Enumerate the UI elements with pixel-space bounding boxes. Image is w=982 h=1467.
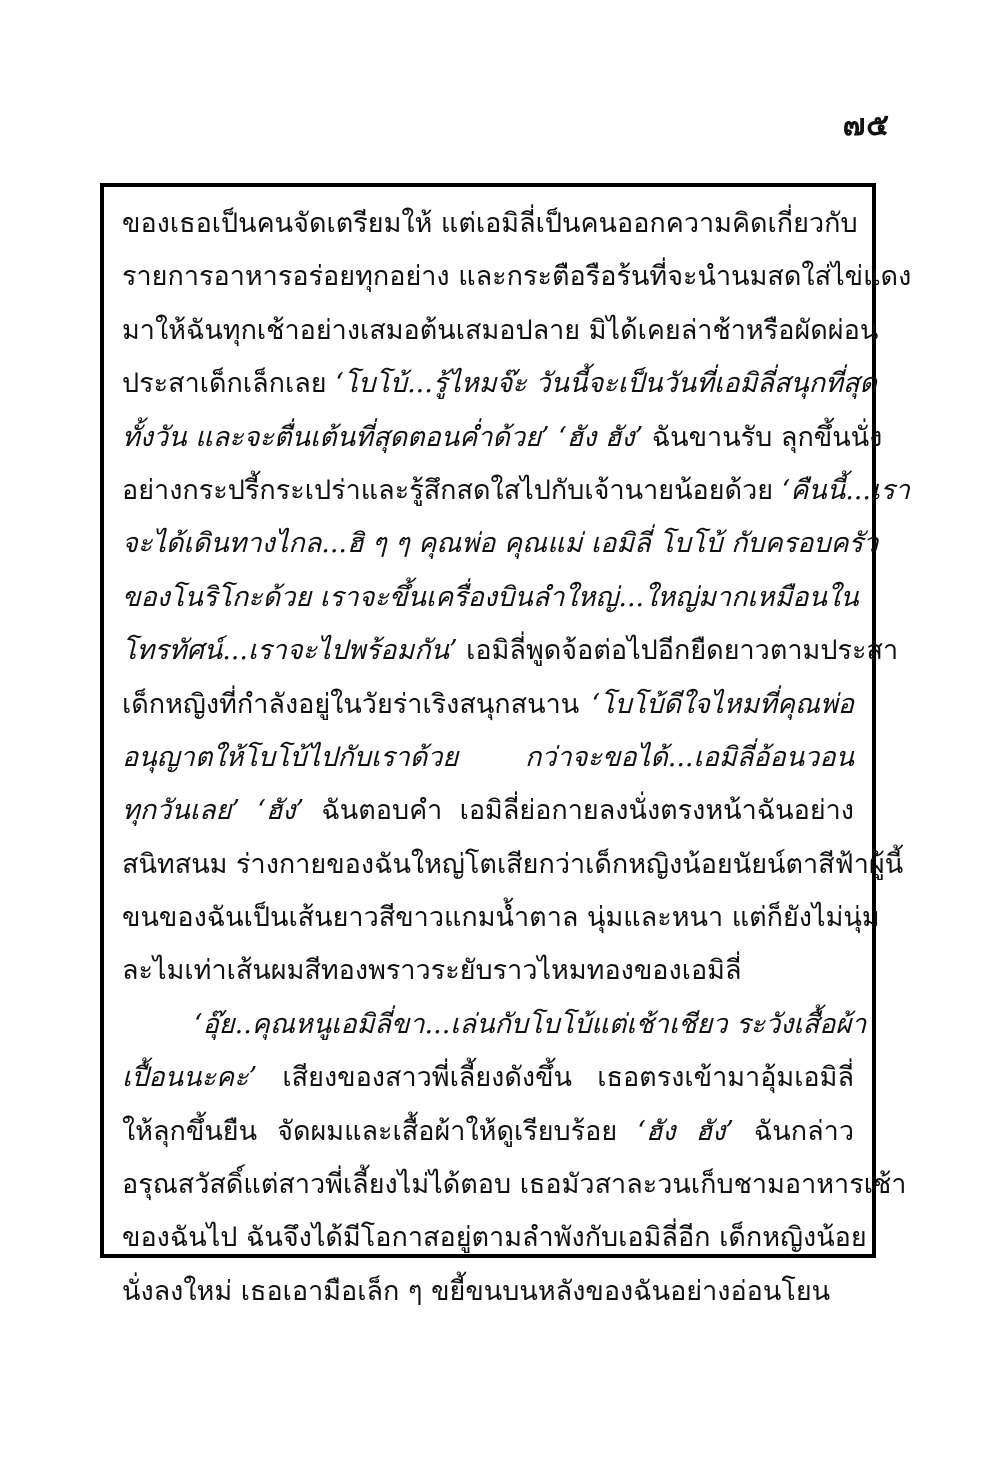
- text-line: [122, 998, 867, 1051]
- dialogue-italic-segment: ‘โบโบ้...รู้ไหมจ๊ะ วันนี้จะเป็นวันที่เอมิลี่สนุกที่สุด: [335, 368, 877, 400]
- narration-segment: ขนของฉันเป็นเส้นยาวสีขาวแกมน้ำตาล นุ่มและหนา แต่ก็ยังไม่นุ่ม: [122, 902, 880, 934]
- narration-segment: เสียงของสาวพี่เลี้ยงดังขึ้น เธอตรงเข้ามาอุ้มเอมิลี่: [257, 1062, 854, 1094]
- dialogue-italic-segment: โทรทัศน์...เราจะไปพร้อมกัน’: [122, 635, 458, 667]
- text-line: [122, 838, 904, 891]
- page-number: ๗๕: [842, 108, 890, 143]
- text-line: [122, 1265, 854, 1318]
- narration-segment: ของเธอเป็นคนจัดเตรียมให้ แต่เอมิลี่เป็นคนออกความคิดเกี่ยวกับ: [122, 208, 858, 239]
- narration-segment: อย่างกระปรี้กระเปร่าและรู้สึกสดใสไปกับเจ้านายน้อยด้วย: [122, 474, 782, 506]
- text-line: [122, 1105, 854, 1158]
- narration-segment: เอมิลี่พูดจ้อต่อไปอีกยืดยาวตามประสา: [457, 635, 899, 667]
- narration-segment: นั่งลงใหม่ เธอเอามือเล็ก ๆ ขยี้ขนบนหลังของฉันอย่างอ่อนโยน: [122, 1275, 831, 1307]
- text-line: [122, 624, 899, 677]
- narration-segment: เด็กหญิงที่กำลังอยู่ในวัยร่าเริงสนุกสนาน: [122, 688, 592, 720]
- narration-segment: ฉันตอบคำ เอมิลี่ย่อกายลงนั่งตรงหน้าฉันอย่าง: [304, 795, 854, 827]
- text-line: [122, 517, 879, 570]
- narration-segment: สนิทสนม ร่างกายของฉันใหญ่โตเสียกว่าเด็กหญิงน้อยนัยน์ตาสีฟ้าผู้นี้: [122, 848, 904, 880]
- text-line: [122, 250, 912, 303]
- text-line: [122, 891, 880, 944]
- dialogue-italic-segment: ทั้งวัน และจะตื่นเต้นที่สุดตอนค่ำด้วย’ ‘ฮัง ฮัง’: [122, 421, 644, 453]
- dialogue-italic-segment: ‘คืนนี้...เรา: [781, 474, 910, 506]
- text-line: [122, 678, 854, 731]
- narration-segment: ให้ลุกขึ้นยืน จัดผมและเสื้อผ้าให้ดูเรียบร้อย: [122, 1115, 638, 1147]
- dialogue-italic-segment: ของโนริโกะด้วย เราจะขึ้นเครื่องบินลำใหญ่...ใหญ่มากเหมือนใน: [122, 581, 859, 613]
- dialogue-italic-segment: ‘ฮัง ฮัง’: [637, 1115, 734, 1147]
- narration-segment: รายการอาหารอร่อยทุกอย่าง และกระตือรือร้นที่จะนำนมสดใส่ไข่แดง: [122, 261, 912, 293]
- narration-segment: ประสาเด็กเล็กเลย: [122, 368, 336, 400]
- narration-segment: ละไมเท่าเส้นผมสีทองพราวระยับราวไหมทองของเอมิลี่: [122, 955, 742, 987]
- text-line: [122, 571, 859, 624]
- text-line: [122, 944, 854, 997]
- text-line: [122, 731, 854, 784]
- narration-segment: ฉันกล่าว: [733, 1115, 854, 1147]
- dialogue-italic-segment: จะได้เดินทางไกล...ฮิ ๆ ๆ คุณพ่อ คุณแม่ เอมิลี่ โบโบ้ กับครอบครัว: [122, 528, 879, 560]
- text-line: [122, 197, 858, 250]
- narration-segment: อรุณสวัสดิ์แต่สาวพี่เลี้ยงไม่ได้ตอบ เธอมัวสาละวนเก็บชามอาหารเช้า: [122, 1169, 907, 1201]
- text-line: [122, 464, 910, 517]
- narration-segment: ฉันขานรับ ลุกขึ้นนั่ง: [643, 421, 883, 453]
- text-line: [122, 784, 854, 837]
- text-line: [122, 1158, 907, 1211]
- dialogue-italic-segment: ‘อุ๊ย..คุณหนูเอมิลี่ขา...เล่นกับโบโบ้แต่เช้าเชียว ระวังเสื้อผ้า: [194, 1008, 867, 1040]
- dialogue-italic-segment: ทุกวันเลย’ ‘ฮัง’: [122, 795, 305, 827]
- narration-segment: ของฉันไป ฉันจึงได้มีโอกาสอยู่ตามลำพังกับเอมิลี่อีก เด็กหญิงน้อย: [122, 1222, 867, 1254]
- dialogue-italic-segment: อนุญาตให้โบโบ้ไปกับเราด้วย กว่าจะขอได้...เอมิลี่อ้อนวอน: [122, 741, 854, 773]
- text-line: [122, 1211, 867, 1264]
- narration-segment: มาให้ฉันทุกเช้าอย่างเสมอต้นเสมอปลาย มิได้เคยล่าช้าหรือผัดผ่อน: [122, 314, 879, 346]
- text-line: [122, 1051, 854, 1104]
- bordered-text-frame: [100, 183, 912, 1307]
- text-line: [122, 357, 877, 410]
- dialogue-italic-segment: ‘โบโบ้ดีใจไหมที่คุณพ่อ: [591, 688, 854, 720]
- text-line: [122, 411, 883, 464]
- text-line: [122, 304, 879, 357]
- dialogue-italic-segment: เปื้อนนะคะ’: [122, 1062, 258, 1094]
